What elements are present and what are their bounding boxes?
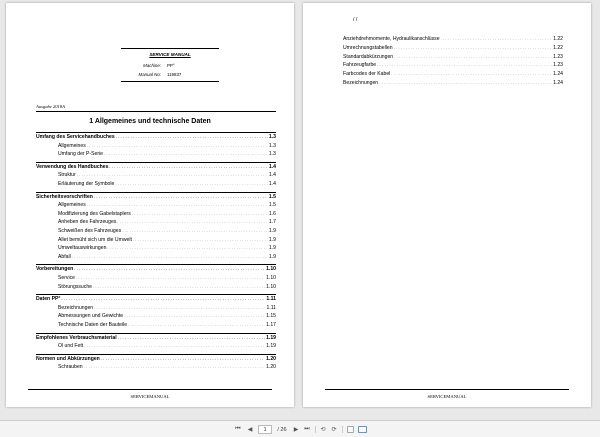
toc-subentry[interactable] [58,202,276,208]
toc-section-entry[interactable] [36,266,276,272]
toc-entry-label: Öl und Fett [58,343,84,350]
machine-label: Machine: [143,63,161,68]
page-footer: SERVICEMANUAL [130,394,170,399]
toc-entry-page: 1.6 [268,210,276,217]
toc-entry-page: 1.5 [268,193,276,200]
footer-rule [28,389,272,390]
toc-entry-label: Anheben des Fahrzeuges [58,219,117,226]
toc-leader-dots [93,284,265,290]
toc-subentry[interactable] [343,71,563,77]
toc-leader-dots [109,164,267,170]
section-divider [36,264,276,265]
page-right [303,3,591,407]
toc-leader-dots [87,143,268,149]
toc-entry-page: 1.9 [268,228,276,234]
toc-leader-dots [394,54,552,60]
toc-entry-page: 1.3 [268,151,276,158]
prev-page-icon[interactable]: ◀ [247,427,253,433]
toc-entry-page: 1.20 [266,364,276,371]
toc-entry-label: Sicherheitsvorschriften [36,193,93,200]
toc-entry-page: 1.15 [266,313,276,320]
toc-section-entry[interactable] [36,296,276,302]
toc-subentry[interactable] [58,172,276,178]
toc-section-entry[interactable] [36,164,276,170]
toolbar-separator [315,426,316,433]
toc-entry-label: Empfohlenes Verbrauchsmaterial [36,334,117,341]
manual-no-value: 119837 [167,72,182,77]
toc-entry-label: Umrechnungstabellen [343,44,393,51]
service-manual-box [121,48,219,82]
toc-leader-dots [101,356,265,362]
toc-leader-dots [133,237,268,243]
toc-entry-page: 1.4 [268,172,276,179]
toc-leader-dots [84,343,265,349]
toc-leader-dots [128,322,265,328]
chapter-title: 1 Allgemeines und technische Daten [89,118,211,125]
toc-leader-dots [94,194,268,200]
toc-subentry[interactable] [58,364,276,370]
toc-entry-label: Normen und Abkürzungen [36,355,100,362]
manual-no-label: Manual No: [138,72,161,77]
toc-entry-label: Bezeichnungen [343,80,379,86]
toc-leader-dots [76,275,265,281]
section-divider [36,192,276,193]
toc-subentry[interactable] [58,228,276,234]
toc-section-entry[interactable] [36,134,276,140]
section-divider [36,333,276,334]
toc-leader-dots [394,45,553,51]
toc-entry-label: Umweltauswirkungen [58,245,107,252]
toc-entry-label: Allgemeines [58,202,86,209]
toc-entry-page: 1.3 [268,134,276,140]
toc-entry-page: 1.7 [268,219,276,226]
toc-leader-dots [377,62,552,68]
toc-entry-page: 1.19 [266,343,276,350]
section-divider [36,294,276,295]
toc-leader-dots [379,80,552,86]
toc-subentry[interactable] [58,343,276,349]
toc-leader-dots [77,172,268,178]
toc-entry-label: Farbcodes der Kabel [343,71,391,78]
page-left [6,3,294,407]
toc-subentry[interactable] [58,284,276,290]
toc-leader-dots [104,151,268,157]
toc-subentry[interactable] [58,181,276,187]
toc-section-entry[interactable] [36,194,276,200]
next-page-icon[interactable]: ▶ [293,427,299,433]
toc-leader-dots [115,181,268,187]
toc-entry-label: Erläuterung der Symbole [58,181,115,187]
toc-entry-label: Schrauben [58,364,83,371]
toc-leader-dots [61,296,265,302]
toc-entry-page: 1.11 [266,304,276,311]
toc-entry-page: 1.4 [268,163,276,170]
toc-leader-dots [132,211,268,217]
toc-subentry[interactable] [58,313,276,319]
toc-subentry[interactable] [58,151,276,157]
toc-entry-page: 1.5 [268,202,276,209]
toc-entry-page: 1.3 [268,142,276,149]
toc-leader-dots [391,71,552,77]
toc-leader-dots [116,134,268,140]
toc-entry-page: 1.10 [266,283,276,290]
forward-icon[interactable]: ⟳ [331,427,337,433]
toc-subentry[interactable] [343,80,563,86]
toc-entry-page: 1.10 [266,266,276,273]
toc-leader-dots [117,219,268,225]
toc-entry-label: Modifizierung des Gabelstaplers [58,210,131,217]
section-divider [36,132,276,133]
toc-section-entry[interactable] [36,335,276,341]
section-divider [36,162,276,163]
toc-leader-dots [87,202,268,208]
toc-subentry[interactable] [58,322,276,328]
toc-entry-label: Verwendung des Handbuches [36,163,109,170]
toc-leader-dots [124,313,265,319]
toc-entry-label: Abmessungen und Gewichte [58,313,124,320]
toc-entry-page: 1.20 [266,355,276,362]
edition-label: Ausgabe 2018A [36,104,65,109]
back-icon[interactable]: ⟲ [320,427,326,433]
toc-entry-page: 1.24 [553,71,563,78]
toc-entry-page: 1.9 [268,253,276,260]
toc-entry-label: Bezeichnungen [58,304,94,311]
toc-entry-label: Allet bemüht sich um die Umwelt [58,236,132,243]
toc-leader-dots [84,364,265,370]
toc-entry-label: Daten PP° [36,296,61,303]
toc-entry-label: Umfang des Servicehandbuches [36,134,115,140]
toc-leader-dots [441,36,553,42]
toc-subentry[interactable] [58,254,276,260]
toc-entry-label: Standardabkürzungen [343,53,394,60]
toc-leader-dots [94,305,265,311]
toc-entry-label: Umfang der P-Serie [58,151,104,158]
toc-leader-dots [118,335,265,341]
toc-subentry[interactable] [58,219,276,225]
toc-leader-dots [107,245,267,251]
toc-entry-page: 1.23 [553,53,563,60]
section-divider [36,354,276,355]
toc-entry-label: Allgemeines [58,142,86,149]
toc-entry-label: Technische Daten der Bauteile [58,322,128,328]
toc-entry-page: 1.11 [266,296,276,303]
machine-value: PP° [167,63,175,68]
toc-subentry[interactable] [343,62,563,68]
toc-entry-label: Fahrzeugfarbe [343,62,377,69]
toc-subentry[interactable] [343,45,563,51]
first-page-icon[interactable]: ⏮ [235,426,241,432]
toc-subentry[interactable] [58,143,276,149]
toc-leader-dots [122,228,268,234]
toc-entry-page: 1.22 [553,36,563,42]
toc-leader-dots [74,266,265,272]
toc-entry-label: Anziehdrehmomente, Hydraulikanschlüsse [343,36,440,42]
toc-entry-page: 1.9 [268,236,276,243]
single-page-icon[interactable] [345,424,355,435]
viewer-toolbar [0,420,600,437]
toolbar-separator [342,426,343,433]
toc-entry-page: 1.19 [266,334,276,341]
page-footer: SERVICEMANUAL [427,394,467,399]
toc-subentry[interactable] [58,211,276,217]
header-mark: / / [353,17,358,23]
toc-entry-label: Schweißen des Fahrzeuges [58,228,122,234]
page-number-input[interactable]: 1 [258,425,272,434]
service-manual-title: SERVICE MANUAL [149,52,191,57]
toc-entry-page: 1.17 [266,322,276,328]
toc-leader-dots [72,254,268,260]
toc-entry-page: 1.9 [268,245,276,252]
footer-rule [325,389,569,390]
toc-entry-page: 1.22 [553,44,563,51]
toc-entry-page: 1.4 [268,181,276,187]
toc-subentry[interactable] [58,305,276,311]
toc-entry-label: Störungssuche [58,283,92,290]
toc-entry-label: Vorbereitungen [36,266,74,273]
two-page-icon[interactable] [357,424,367,435]
toc-subentry[interactable] [58,237,276,243]
header-rule [36,111,276,112]
toc-section-entry[interactable] [36,356,276,362]
toc-subentry[interactable] [343,36,563,42]
toc-subentry[interactable] [58,275,276,281]
toc-entry-label: Struktur [58,172,76,179]
last-page-icon[interactable]: ⏭ [304,426,310,432]
toc-subentry[interactable] [58,245,276,251]
toc-subentry[interactable] [343,54,563,60]
toc-entry-label: Service [58,275,75,281]
total-pages-label: / 26 [277,426,287,433]
toc-entry-label: Abfall [58,253,71,260]
toc-entry-page: 1.23 [553,62,563,69]
toc-entry-page: 1.10 [266,275,276,281]
toc-entry-page: 1.24 [553,80,563,86]
